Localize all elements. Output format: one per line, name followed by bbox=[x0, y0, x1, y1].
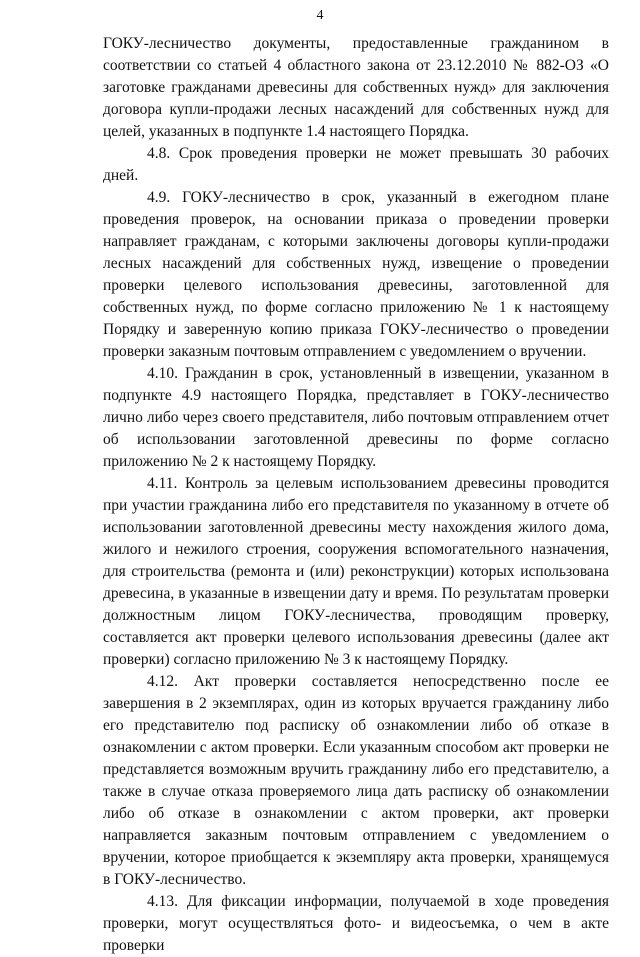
paragraph-4-9: 4.9. ГОКУ-лесничество в срок, указанный в ежегодном плане проведения проверок, на основании приказа о проведении проверки направляет гражданам, с которыми заключены договоры купли-продажи лесных насаждений для собственных нужд, извещение о проведении проверки целевого использования древесины, заготовленной для собственных нужд, по форме согласно приложению № 1 к настоящему Порядку и заверенную копию приказа ГОКУ-лесничество о проведении проверки заказным почтовым отправлением с уведомлением о вручении. bbox=[103, 189, 609, 360]
paragraph-4-10: 4.10. Гражданин в срок, установленный в извещении, указанном в подпункте 4.9 настоящего Порядка, представляет в ГОКУ-лесничество лично либо через своего представителя, либо почтовым отправлением отчет об использовании заготовленной древесины по форме согласно приложению № 2 к настоящему Порядку. bbox=[103, 365, 609, 470]
paragraph-continuation: ГОКУ-лесничество документы, предоставленные гражданином в соответствии со статьей 4 областного закона от 23.12.2010 № 882-ОЗ «О заготовке гражданами древесины для собственных нужд» для заключения договора купли-продажи лесных насаждений для собственных нужд для целей, указанных в подпункте 1.4 настоящего Порядка. bbox=[103, 35, 609, 140]
paragraph-4-11: 4.11. Контроль за целевым использованием древесины проводится при участии гражданина либо его представителя по указанному в отчете об использовании заготовленной древесины месту нахождения жилого дома, жилого и нежилого строения, сооружения вспомогательного назначения, для строительства (ремонта и (или) реконструкции) которых использована древесина, в указанные в извещении дату и время. По результатам проверки должностным лицом ГОКУ-лесничества, проводящим проверку, составляется акт проверки целевого использования древесины (далее акт проверки) согласно приложению № 3 к настоящему Порядку. bbox=[103, 475, 609, 668]
document-body bbox=[103, 33, 609, 957]
page-number: 4 bbox=[316, 8, 324, 23]
paragraph-4-13: 4.13. Для фиксации информации, получаемой в ходе проведения проверки, могут осуществляться фото- и видеосъемка, о чем в акте проверки bbox=[103, 893, 609, 954]
paragraph-4-8: 4.8. Срок проведения проверки не может превышать 30 рабочих дней. bbox=[103, 145, 609, 184]
paragraph-4-12: 4.12. Акт проверки составляется непосредственно после ее завершения в 2 экземплярах, один из которых вручается гражданину либо его представителю под расписку об ознакомлении либо об отказе в ознакомлении с актом проверки. Если указанным способом акт проверки не представляется возможным вручить гражданину либо его представителю, а также в случае отказа проверяемого лица дать расписку об ознакомлении либо об отказе в ознакомлении с актом проверки, акт проверки направляется заказным почтовым отправлением с уведомлением о вручении, которое приобщается к экземпляру акта проверки, хранящемуся в ГОКУ-лесничество. bbox=[103, 673, 609, 888]
